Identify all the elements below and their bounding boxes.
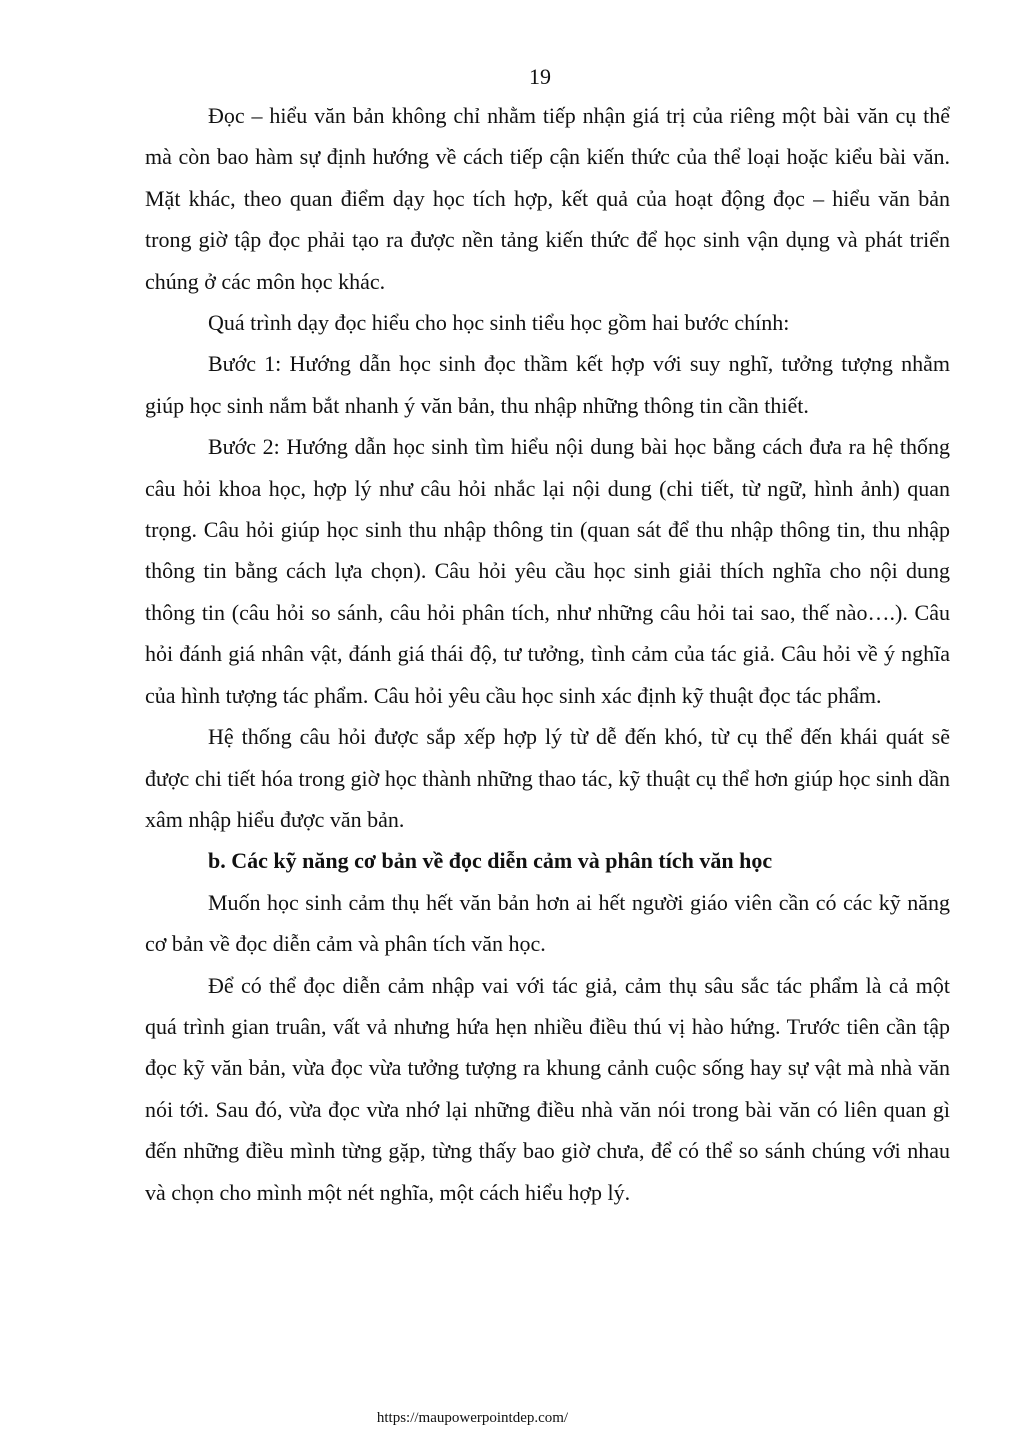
paragraph-expressive-reading: Để có thể đọc diễn cảm nhập vai với tác giả, cảm thụ sâu sắc tác phẩm là cả một quá trình gian truân, vất vả nhưng hứa hẹn nhiều điều thú vị hào hứng. Trước tiên cần tập đọc kỹ văn bản, vừa đọc vừa tưởng tượng ra khung cảnh cuộc sống hay sự vật mà nhà văn nói tới. Sau đó, vừa đọc vừa nhớ lại những điều nhà văn nói trong bài văn có liên quan gì đến những điều mình từng gặp, từng thấy bao giờ chưa, để có thể so sánh chúng với nhau và chọn cho mình một nét nghĩa, một cách hiểu hợp lý. [145,972,950,1205]
page-number: 19 [529,64,551,89]
paragraph-question-system: Hệ thống câu hỏi được sắp xếp hợp lý từ dễ đến khó, từ cụ thể đến khái quát sẽ được chi tiết hóa trong giờ học thành những thao tác, kỹ thuật cụ thể hơn giúp học sinh dần xâm nhập hiểu được văn bản. [145,724,950,832]
section-heading: b. Các kỹ năng cơ bản về đọc diễn cảm và phân tích văn học [208,848,773,874]
paragraph-process-intro: Quá trình dạy đọc hiểu cho học sinh tiểu học gồm hai bước chính: [208,310,790,336]
paragraph-reading-comprehension: Đọc – hiểu văn bản không chỉ nhằm tiếp nhận giá trị của riêng một bài văn cụ thể mà còn bao hàm sự định hướng về cách tiếp cận kiến thức của thể loại hoặc kiểu bài văn. Mặt khác, theo quan điểm dạy học tích hợp, kết quả của hoạt động đọc – hiểu văn bản trong giờ tập đọc phải tạo ra được nền tảng kiến thức để học sinh vận dụng và phát triển chúng ở các môn học khác. [145,103,950,294]
paragraph-step-1: Bước 1: Hướng dẫn học sinh đọc thầm kết hợp với suy nghĩ, tưởng tượng nhằm giúp học sinh nắm bắt nhanh ý văn bản, thu nhập những thông tin cần thiết. [145,351,950,418]
footer-url: https://maupowerpointdep.com/ [376,1410,569,1426]
document-body [145,95,950,1213]
paragraph-teacher-skills: Muốn học sinh cảm thụ hết văn bản hơn ai hết người giáo viên cần có các kỹ năng cơ bản về đọc diễn cảm và phân tích văn học. [145,889,950,957]
paragraph-step-2: Bước 2: Hướng dẫn học sinh tìm hiểu nội dung bài học bằng cách đưa ra hệ thống câu hỏi khoa học, hợp lý như câu hỏi nhắc lại nội dung (chi tiết, từ ngữ, hình ảnh) quan trọng. Câu hỏi giúp học sinh thu nhập thông tin (quan sát để thu nhập thông tin, thu nhập thông tin bằng cách lựa chọn). Câu hỏi yêu cầu học sinh giải thích nghĩa cho nội dung thông tin (câu hỏi so sánh, câu hỏi phân tích, như những câu hỏi tai sao, thế nào….). Câu hỏi đánh giá nhân vật, đánh giá thái độ, tư tưởng, tình cảm của tác giả. Câu hỏi về ý nghĩa của hình tượng tác phẩm. Câu hỏi yêu cầu học sinh xác định kỹ thuật đọc tác phẩm. [145,434,950,708]
